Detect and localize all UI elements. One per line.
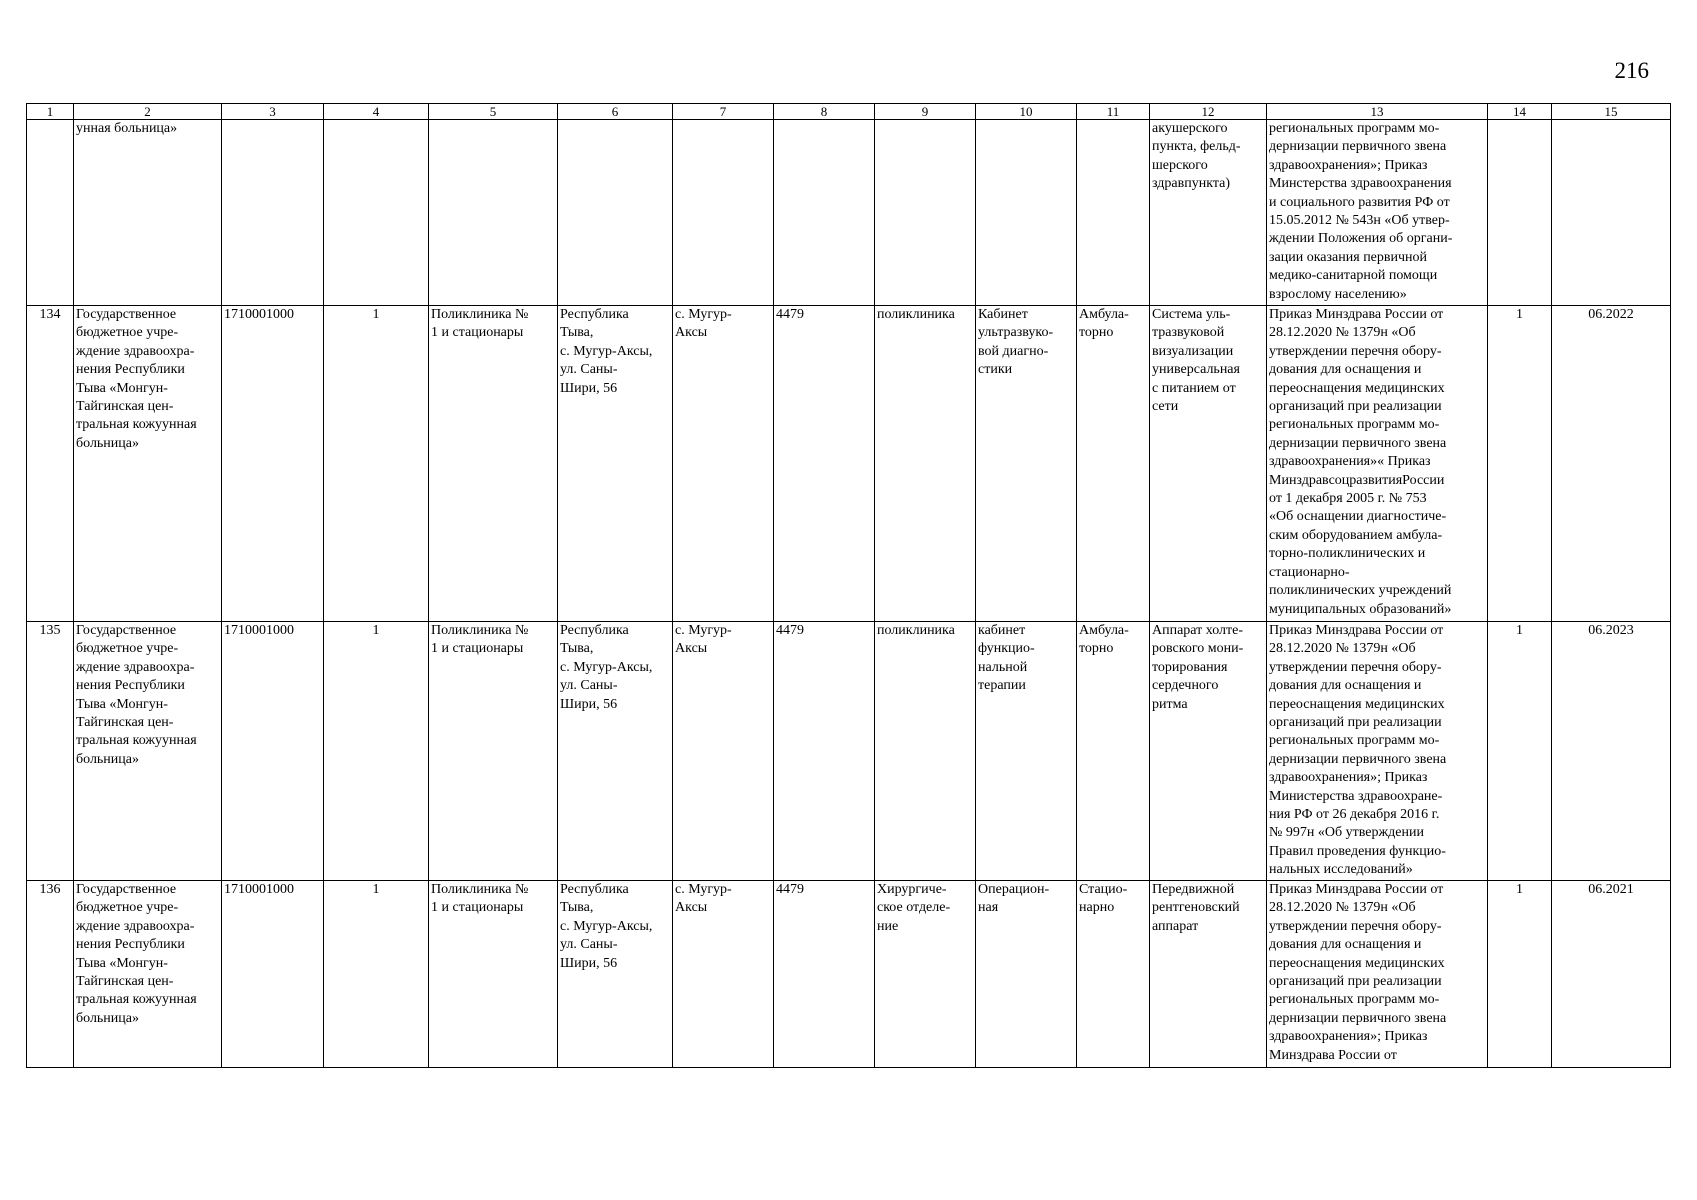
cell-empty [673, 120, 774, 306]
column-number: 13 [1267, 104, 1488, 120]
cell-col4: 1 [324, 622, 429, 881]
cell-date: 06.2022 [1552, 306, 1671, 622]
column-number: 4 [324, 104, 429, 120]
column-number: 6 [558, 104, 673, 120]
column-number: 2 [74, 104, 222, 120]
column-number: 3 [222, 104, 324, 120]
page-number: 216 [1614, 58, 1649, 83]
column-number: 1 [27, 104, 74, 120]
cell-legal-basis: Приказ Минздрава России от 28.12.2020 № 1379н «Об утверждении перечня обору- дования для оснащения и переоснащения медицинских организаций при реализации региональных программ мо- дернизации первичного звена здравоохранения»; Приказ Министерства здравоохране- ния РФ от 26 декабря 2016 г. № 997н «Об утверждении Правил проведения функцио- нальных исследований» [1267, 622, 1488, 881]
cell-empty [324, 120, 429, 306]
cell-subdivision: Поликлиника № 1 и стационары [429, 622, 558, 881]
cell-oktmo: 1710001000 [222, 881, 324, 1068]
cell-empty [429, 120, 558, 306]
cell-legal-basis: региональных программ мо- дернизации первичного звена здравоохранения»; Приказ Минстерства здравоохранения и социального развития РФ от 15.05.2012 № 543н «Об утвер- ждении Положения об органи- зации оказания первичной медико-санитарной помощи взрослому населению» [1267, 120, 1488, 306]
cell-population: 4479 [774, 306, 875, 622]
cell-quantity: 1 [1488, 306, 1552, 622]
column-number: 8 [774, 104, 875, 120]
cell-institution: Государственное бюджетное учре- ждение здравоохра- нения Республики Тыва «Монгун- Тайгинская цен- тральная кожуунная больница» [74, 881, 222, 1068]
cell-population: 4479 [774, 622, 875, 881]
cell-institution: Государственное бюджетное учре- ждение здравоохра- нения Республики Тыва «Монгун- Тайгинская цен- тральная кожуунная больница» [74, 306, 222, 622]
cell-legal-basis: Приказ Минздрава России от 28.12.2020 № 1379н «Об утверждении перечня обору- дования для оснащения и переоснащения медицинских организаций при реализации региональных программ мо- дернизации первичного звена здравоохранения»; Приказ Минздрава России от [1267, 881, 1488, 1068]
cell-room: Операцион- ная [976, 881, 1077, 1068]
cell-address: Республика Тыва, с. Мугур-Аксы, ул. Саны- Шири, 56 [558, 306, 673, 622]
column-number: 9 [875, 104, 976, 120]
cell-settlement: с. Мугур- Аксы [673, 306, 774, 622]
cell-row-number: 134 [27, 306, 74, 622]
table-row-continuation [27, 120, 1671, 306]
cell-population: 4479 [774, 881, 875, 1068]
cell-institution: Государственное бюджетное учре- ждение здравоохра- нения Республики Тыва «Монгун- Тайгинская цен- тральная кожуунная больница» [74, 622, 222, 881]
table-row [27, 306, 1671, 622]
cell-subdivision: Поликлиника № 1 и стационары [429, 306, 558, 622]
column-number: 11 [1077, 104, 1150, 120]
column-number: 15 [1552, 104, 1671, 120]
cell-equipment: акушерского пункта, фельд- шерского здравпункта) [1150, 120, 1267, 306]
cell-department: поликлиника [875, 306, 976, 622]
cell-settlement: с. Мугур- Аксы [673, 622, 774, 881]
cell-care-mode: Амбула- торно [1077, 622, 1150, 881]
column-number: 5 [429, 104, 558, 120]
column-number-row [27, 104, 1671, 120]
table-row [27, 622, 1671, 881]
cell-empty [976, 120, 1077, 306]
cell-settlement: с. Мугур- Аксы [673, 881, 774, 1068]
cell-department: Хирургиче- ское отделе- ние [875, 881, 976, 1068]
cell-empty [27, 120, 74, 306]
cell-subdivision: Поликлиника № 1 и стационары [429, 881, 558, 1068]
cell-oktmo: 1710001000 [222, 622, 324, 881]
cell-quantity: 1 [1488, 622, 1552, 881]
cell-institution: унная больница» [74, 120, 222, 306]
cell-empty [1077, 120, 1150, 306]
cell-row-number: 135 [27, 622, 74, 881]
cell-department: поликлиника [875, 622, 976, 881]
cell-date: 06.2023 [1552, 622, 1671, 881]
cell-room: кабинет функцио- нальной терапии [976, 622, 1077, 881]
cell-date: 06.2021 [1552, 881, 1671, 1068]
cell-empty [558, 120, 673, 306]
cell-empty [875, 120, 976, 306]
column-number: 7 [673, 104, 774, 120]
cell-equipment: Система уль- тразвуковой визуализации универсальная с питанием от сети [1150, 306, 1267, 622]
cell-empty [222, 120, 324, 306]
cell-address: Республика Тыва, с. Мугур-Аксы, ул. Саны- Шири, 56 [558, 881, 673, 1068]
table-row [27, 881, 1671, 1068]
cell-legal-basis: Приказ Минздрава России от 28.12.2020 № 1379н «Об утверждении перечня обору- дования для оснащения и переоснащения медицинских организаций при реализации региональных программ мо- дернизации первичного звена здравоохранения»« Приказ МинздравсоцразвитияРоссии от 1 декабря 2005 г. № 753 «Об оснащении диагностиче- ским оборудованием амбула- торно-поликлинических и стационарно- поликлинических учреждений муниципальных образований» [1267, 306, 1488, 622]
cell-empty [774, 120, 875, 306]
cell-col4: 1 [324, 881, 429, 1068]
column-number: 12 [1150, 104, 1267, 120]
cell-address: Республика Тыва, с. Мугур-Аксы, ул. Саны- Шири, 56 [558, 622, 673, 881]
column-number: 14 [1488, 104, 1552, 120]
cell-empty [1488, 120, 1552, 306]
cell-empty [1552, 120, 1671, 306]
cell-room: Кабинет ультразвуко- вой диагно- стики [976, 306, 1077, 622]
cell-equipment: Передвижной рентгеновский аппарат [1150, 881, 1267, 1068]
cell-care-mode: Амбула- торно [1077, 306, 1150, 622]
cell-col4: 1 [324, 306, 429, 622]
cell-oktmo: 1710001000 [222, 306, 324, 622]
cell-quantity: 1 [1488, 881, 1552, 1068]
column-number: 10 [976, 104, 1077, 120]
cell-care-mode: Стацио- нарно [1077, 881, 1150, 1068]
cell-row-number: 136 [27, 881, 74, 1068]
cell-equipment: Аппарат холте- ровского мони- торирования сердечного ритма [1150, 622, 1267, 881]
equipment-register-table [26, 103, 1671, 1068]
